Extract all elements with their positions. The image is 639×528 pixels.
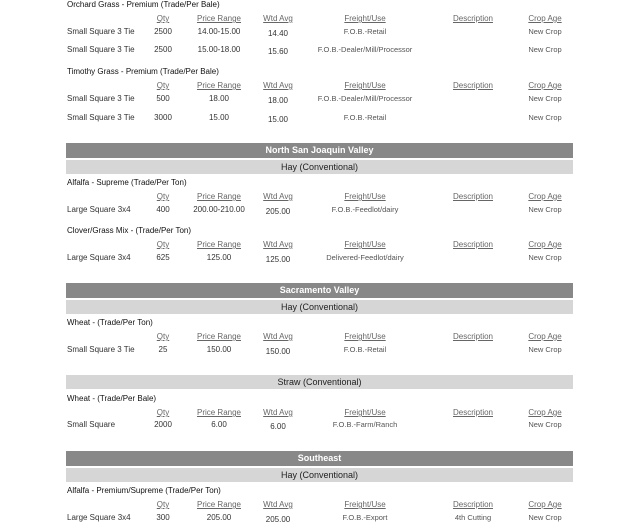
row-freight: F.O.B.-Farm/Ranch: [332, 420, 398, 429]
col-header-freight: Freight/Use: [344, 192, 386, 201]
col-header-freight: Freight/Use: [344, 81, 386, 90]
col-header-description: Description: [452, 408, 494, 417]
row-desc: 4th Cutting: [454, 513, 492, 522]
row-type: Small Square 3 Tie: [67, 27, 135, 36]
col-header-price-range: Price Range: [196, 500, 242, 509]
col-header-wtd-avg: Wtd Avg: [263, 192, 293, 201]
region-header-north-san-joaquin: North San Joaquin Valley: [66, 143, 573, 158]
col-header-crop-age: Crop Age: [528, 240, 562, 249]
category-header-straw: Straw (Conventional): [66, 375, 573, 389]
col-header-price-range: Price Range: [196, 192, 242, 201]
col-header-price-range: Price Range: [196, 408, 242, 417]
region-header-southeast: Southeast: [66, 451, 573, 466]
row-qty: 400: [156, 205, 170, 214]
row-price: 15.00: [208, 113, 230, 122]
row-price: 200.00-210.00: [193, 205, 245, 214]
row-type: Small Square: [67, 420, 116, 429]
col-header-crop-age: Crop Age: [528, 81, 562, 90]
product-title: Orchard Grass - Premium (Trade/Per Bale): [67, 0, 220, 9]
row-wtd: 18.00: [267, 96, 289, 105]
col-header-price-range: Price Range: [196, 240, 242, 249]
row-crop-age: New Crop: [528, 205, 562, 214]
row-price: 14.00-15.00: [197, 27, 241, 36]
product-title: Clover/Grass Mix - (Trade/Per Ton): [67, 226, 192, 235]
col-header-price-range: Price Range: [196, 81, 242, 90]
row-wtd: 15.60: [267, 47, 289, 56]
col-header-crop-age: Crop Age: [528, 500, 562, 509]
row-price: 18.00: [208, 94, 230, 103]
row-price: 125.00: [206, 253, 232, 262]
row-price: 6.00: [211, 420, 227, 429]
row-crop-age: New Crop: [528, 420, 562, 429]
col-header-price-range: Price Range: [196, 14, 242, 23]
row-wtd: 205.00: [265, 515, 291, 524]
row-freight: F.O.B.-Retail: [343, 345, 387, 354]
row-type: Small Square 3 Tie: [67, 94, 135, 103]
row-type: Small Square 3 Tie: [67, 345, 135, 354]
row-freight: F.O.B.-Dealer/Mill/Processor: [317, 94, 413, 103]
row-freight: Delivered-Feedlot/dairy: [326, 253, 404, 262]
col-header-description: Description: [452, 14, 494, 23]
product-title: Alfalfa - Premium/Supreme (Trade/Per Ton): [67, 486, 221, 495]
row-wtd: 150.00: [265, 347, 291, 356]
row-crop-age: New Crop: [528, 113, 562, 122]
region-header-sacramento-valley: Sacramento Valley: [66, 283, 573, 298]
row-wtd: 6.00: [270, 422, 286, 431]
row-freight: F.O.B.-Retail: [343, 113, 387, 122]
col-header-qty: Qty: [156, 408, 170, 417]
row-qty: 300: [156, 513, 170, 522]
row-price: 15.00-18.00: [197, 45, 241, 54]
row-qty: 500: [156, 94, 170, 103]
col-header-crop-age: Crop Age: [528, 408, 562, 417]
product-title: Timothy Grass - Premium (Trade/Per Bale): [67, 67, 219, 76]
col-header-qty: Qty: [156, 81, 170, 90]
row-wtd: 205.00: [265, 207, 291, 216]
category-header-hay: Hay (Conventional): [66, 300, 573, 314]
col-header-description: Description: [452, 81, 494, 90]
col-header-wtd-avg: Wtd Avg: [263, 500, 293, 509]
row-crop-age: New Crop: [528, 345, 562, 354]
col-header-qty: Qty: [156, 240, 170, 249]
row-type: Large Square 3x4: [67, 253, 131, 262]
row-type: Large Square 3x4: [67, 513, 131, 522]
row-freight: F.O.B.-Dealer/Mill/Processor: [317, 45, 413, 54]
col-header-qty: Qty: [156, 14, 170, 23]
row-qty: 25: [158, 345, 168, 354]
row-crop-age: New Crop: [528, 513, 562, 522]
row-crop-age: New Crop: [528, 27, 562, 36]
col-header-description: Description: [452, 192, 494, 201]
col-header-qty: Qty: [156, 332, 170, 341]
col-header-wtd-avg: Wtd Avg: [263, 408, 293, 417]
col-header-wtd-avg: Wtd Avg: [263, 240, 293, 249]
row-freight: F.O.B.-Feedlot/dairy: [331, 205, 399, 214]
row-freight: F.O.B.-Export: [342, 513, 388, 522]
col-header-price-range: Price Range: [196, 332, 242, 341]
row-crop-age: New Crop: [528, 45, 562, 54]
row-wtd: 14.40: [267, 29, 289, 38]
col-header-freight: Freight/Use: [344, 14, 386, 23]
row-freight: F.O.B.-Retail: [343, 27, 387, 36]
row-type: Small Square 3 Tie: [67, 113, 135, 122]
row-price: 150.00: [206, 345, 232, 354]
product-title: Wheat - (Trade/Per Ton): [67, 318, 153, 327]
col-header-description: Description: [452, 240, 494, 249]
product-title: Wheat - (Trade/Per Bale): [67, 394, 157, 403]
product-title: Alfalfa - Supreme (Trade/Per Ton): [67, 178, 187, 187]
row-qty: 2000: [154, 420, 172, 429]
col-header-freight: Freight/Use: [344, 332, 386, 341]
col-header-freight: Freight/Use: [344, 408, 386, 417]
col-header-crop-age: Crop Age: [528, 192, 562, 201]
row-qty: 2500: [154, 45, 172, 54]
col-header-qty: Qty: [156, 500, 170, 509]
col-header-crop-age: Crop Age: [528, 332, 562, 341]
col-header-crop-age: Crop Age: [528, 14, 562, 23]
col-header-freight: Freight/Use: [344, 240, 386, 249]
col-header-wtd-avg: Wtd Avg: [263, 81, 293, 90]
col-header-wtd-avg: Wtd Avg: [263, 14, 293, 23]
category-header-hay: Hay (Conventional): [66, 468, 573, 482]
row-price: 205.00: [206, 513, 232, 522]
row-wtd: 125.00: [265, 255, 291, 264]
col-header-qty: Qty: [156, 192, 170, 201]
category-header-hay: Hay (Conventional): [66, 160, 573, 174]
col-header-freight: Freight/Use: [344, 500, 386, 509]
row-qty: 625: [156, 253, 170, 262]
row-qty: 3000: [154, 113, 172, 122]
col-header-description: Description: [452, 500, 494, 509]
row-type: Large Square 3x4: [67, 205, 131, 214]
col-header-wtd-avg: Wtd Avg: [263, 332, 293, 341]
row-crop-age: New Crop: [528, 94, 562, 103]
row-crop-age: New Crop: [528, 253, 562, 262]
row-type: Small Square 3 Tie: [67, 45, 135, 54]
col-header-description: Description: [452, 332, 494, 341]
row-wtd: 15.00: [267, 115, 289, 124]
row-qty: 2500: [154, 27, 172, 36]
